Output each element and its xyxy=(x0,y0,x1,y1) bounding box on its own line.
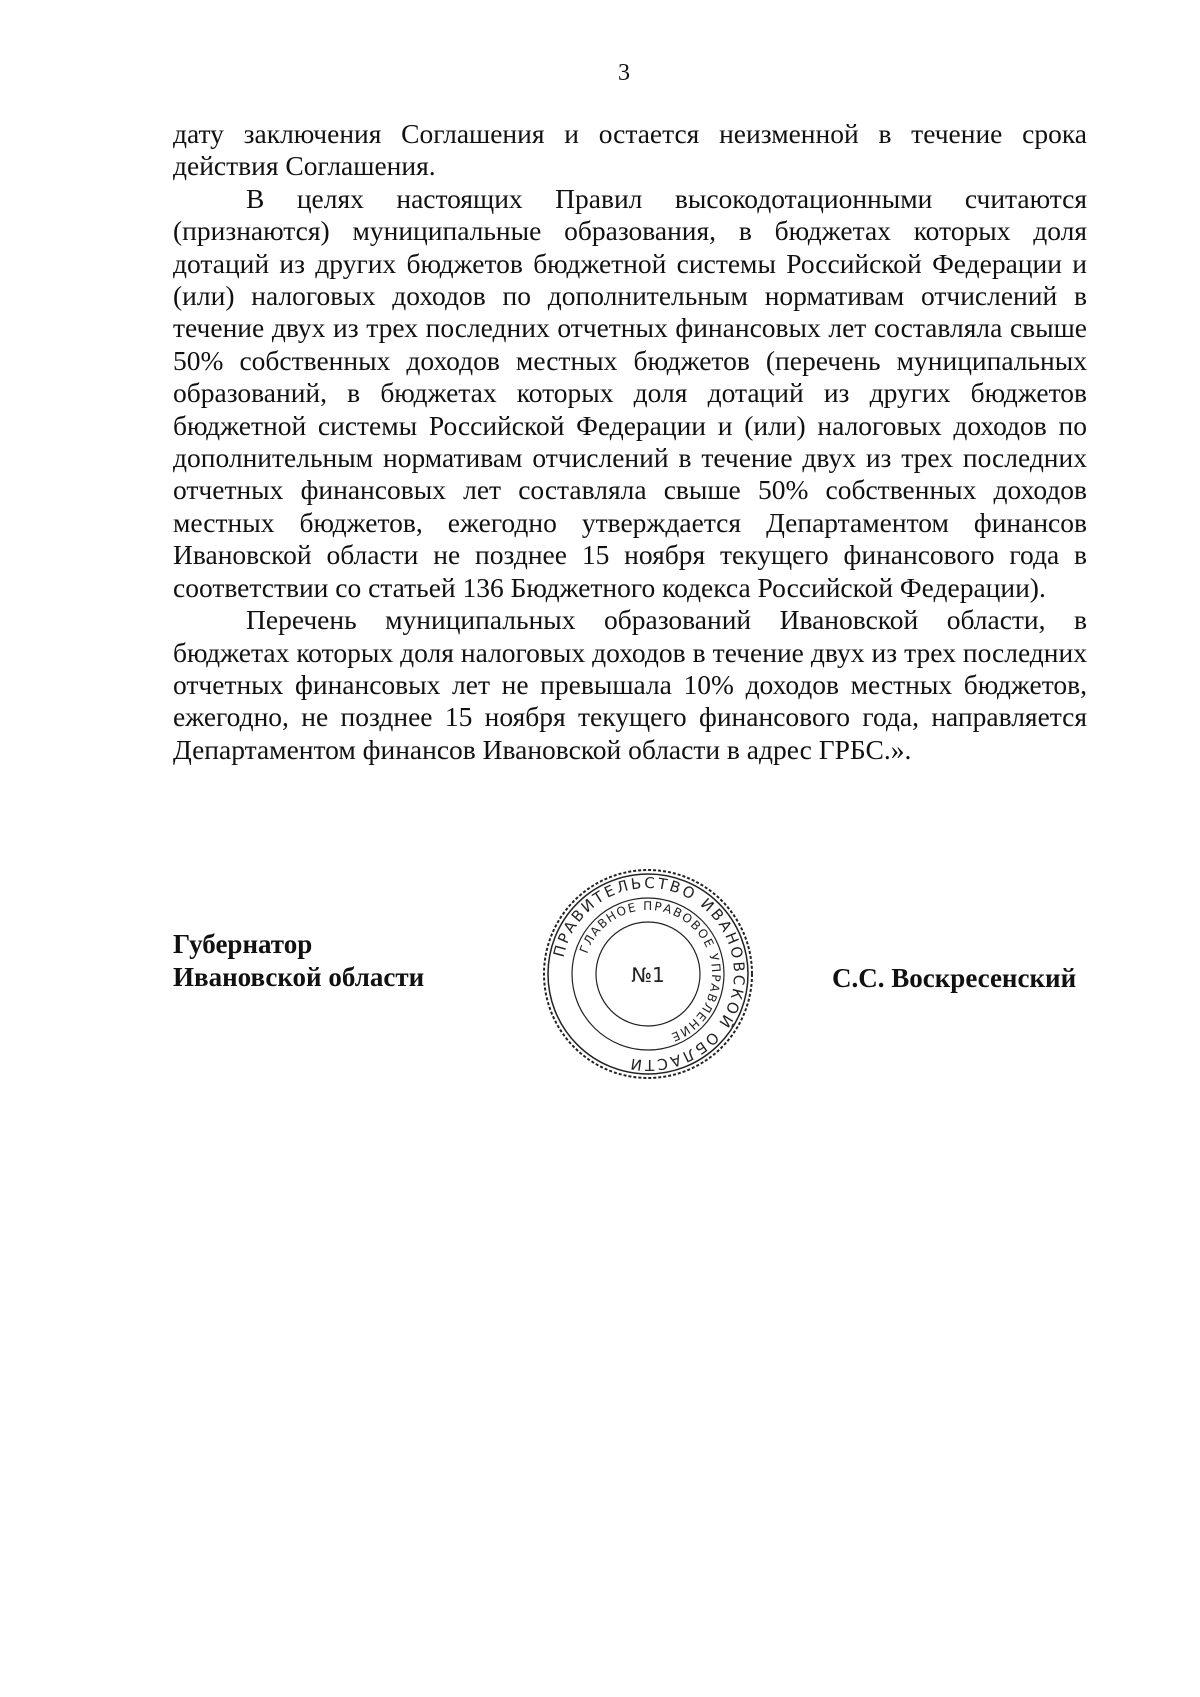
page-number: 3 xyxy=(618,60,630,86)
signatory-name: С.С. Воскресенский xyxy=(832,963,1077,993)
official-seal-stamp xyxy=(542,868,754,1080)
seal-outer-text: ПРАВИТЕЛЬСТВО ИВАНОВСКОЙ ОБЛАСТИ xyxy=(549,873,749,1075)
seal-inner-text: ГЛАВНОЕ ПРАВОВОЕ УПРАВЛЕНИЕ xyxy=(576,898,724,1045)
paragraph-continuation: дату заключения Соглашения и остается неизменной в течение срока действия Соглашения. xyxy=(173,118,1087,182)
signatory-position-line1: Губернатор xyxy=(173,929,313,959)
document-body xyxy=(173,118,1087,766)
signatory-position-line2: Ивановской области xyxy=(173,962,425,992)
paragraph-highly-subsidized: В целях настоящих Правил высокодотационными считаются (признаются) муниципальные образования, в бюджетах которых доля дотаций из других бюджетов бюджетной системы Российской Федерации и (или) налоговых доходов по дополнительным нормативам отчислений в течение двух из трех последних отчетных финансовых лет составляла свыше 50% собственных доходов местных бюджетов (перечень муниципальных образований, в бюджетах которых доля дотаций из других бюджетов бюджетной системы Российской Федерации и (или) налоговых доходов по дополнительным нормативам отчислений в течение двух из трех последних отчетных финансовых лет составляла свыше 50% собственных доходов местных бюджетов, ежегодно утверждается Департаментом финансов Ивановской области не позднее 15 ноября текущего финансового года в соответствии со статьей 136 Бюджетного кодекса Российской Федерации). xyxy=(173,182,1087,603)
paragraph-list-municipalities: Перечень муниципальных образований Ивановской области, в бюджетах которых доля налоговых доходов в течение двух из трех последних отчетных финансовых лет не превышала 10% доходов местных бюджетов, ежегодно, не позднее 15 ноября текущего финансового года, направляется Департаментом финансов Ивановской области в адрес ГРБС.». xyxy=(173,604,1087,765)
signatory-position xyxy=(173,928,424,994)
seal-number: №1 xyxy=(631,963,665,987)
